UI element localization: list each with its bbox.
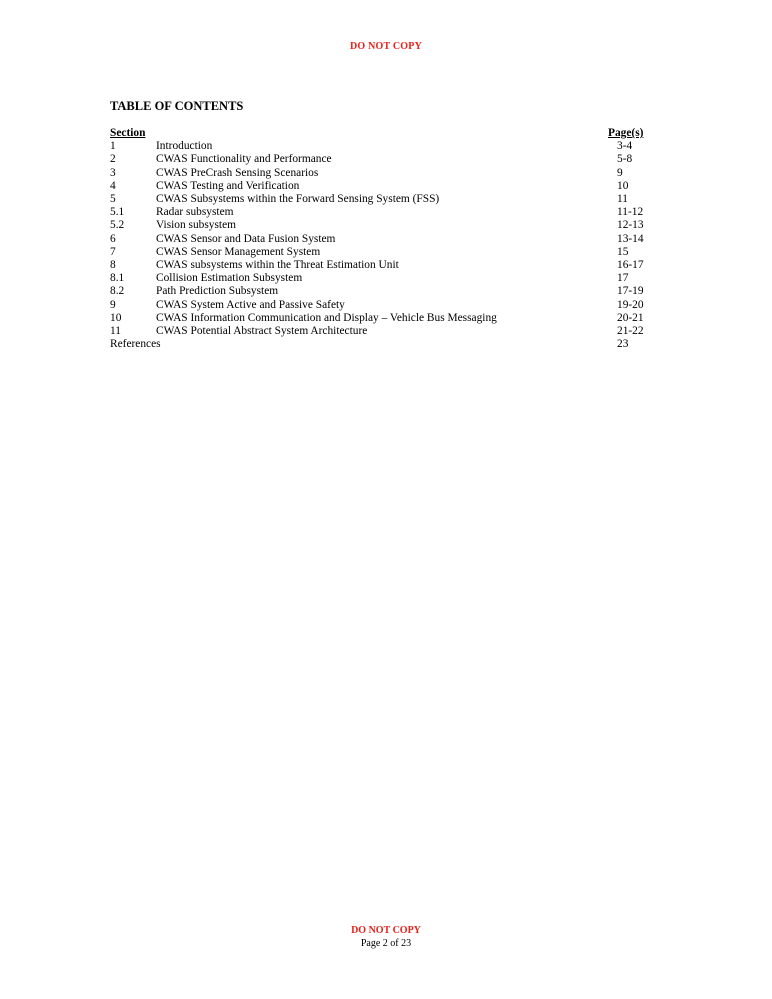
toc-row <box>110 259 655 272</box>
toc-row <box>110 167 655 180</box>
toc-row <box>110 233 655 246</box>
toc-row-pages: 17 <box>617 272 629 285</box>
toc-row-title: CWAS Sensor Management System <box>156 245 321 258</box>
toc-row <box>110 285 655 298</box>
header-watermark: DO NOT COPY <box>349 41 423 52</box>
toc-row-number: 9 <box>110 298 116 311</box>
toc-header-row <box>110 127 655 140</box>
references-label: References <box>110 338 161 351</box>
toc-row-number: 1 <box>110 140 116 153</box>
toc-row <box>110 246 655 259</box>
footer-watermark: DO NOT COPY <box>351 925 421 936</box>
toc-row <box>110 140 655 153</box>
toc-body <box>110 140 655 351</box>
section-header: Section <box>110 127 146 139</box>
toc-row-pages: 5-8 <box>617 153 633 166</box>
toc-row-number: 7 <box>110 245 116 258</box>
toc-row-number: 8.2 <box>110 285 125 298</box>
toc-row-title: CWAS Testing and Verification <box>156 179 300 192</box>
toc-row-pages: 17-19 <box>617 285 644 298</box>
references-pages: 23 <box>617 338 629 351</box>
toc-row-number: 6 <box>110 232 116 245</box>
toc-row-number: 5.1 <box>110 206 125 219</box>
toc-row <box>110 325 655 338</box>
toc-row-number: 5 <box>110 193 116 206</box>
toc-row-pages: 11-12 <box>617 206 644 219</box>
toc-row-title: Collision Estimation Subsystem <box>156 272 303 285</box>
toc-row <box>110 180 655 193</box>
pages-header: Page(s) <box>608 127 644 139</box>
toc-row-title: Path Prediction Subsystem <box>156 285 279 298</box>
toc-row-title: CWAS System Active and Passive Safety <box>156 298 345 311</box>
toc-row-pages: 16-17 <box>617 259 644 272</box>
toc-row <box>110 219 655 232</box>
toc-row-title: CWAS Sensor and Data Fusion System <box>156 232 336 245</box>
toc-row-title: CWAS Functionality and Performance <box>156 153 332 166</box>
page-number: Page 2 of 23 <box>360 938 412 949</box>
toc-row-title: Introduction <box>156 140 213 153</box>
toc-row-pages: 10 <box>617 179 629 192</box>
toc-row-pages: 12-13 <box>617 219 644 232</box>
toc-row-pages: 15 <box>617 245 629 258</box>
toc-table <box>110 127 655 351</box>
toc-row-pages: 13-14 <box>617 232 644 245</box>
toc-row-pages: 20-21 <box>617 311 644 324</box>
toc-row-title: CWAS Information Communication and Display – Vehicle Bus Messaging <box>156 311 497 324</box>
toc-row-title: Radar subsystem <box>156 206 234 219</box>
toc-row-pages: 9 <box>617 166 623 179</box>
toc-title: TABLE OF CONTENTS <box>110 99 244 113</box>
toc-row-title: CWAS Potential Abstract System Architecture <box>156 325 368 338</box>
toc-row-number: 3 <box>110 166 116 179</box>
toc-row-title: CWAS Subsystems within the Forward Sensing System (FSS) <box>156 193 440 206</box>
toc-row-title: CWAS PreCrash Sensing Scenarios <box>156 166 319 179</box>
toc-row-pages: 3-4 <box>617 140 633 153</box>
toc-row-pages: 21-22 <box>617 325 644 338</box>
toc-row-number: 5.2 <box>110 219 125 232</box>
toc-row-pages: 11 <box>617 193 628 206</box>
toc-row <box>110 193 655 206</box>
toc-row <box>110 312 655 325</box>
toc-row-number: 4 <box>110 179 116 192</box>
toc-row-number: 2 <box>110 153 116 166</box>
toc-row <box>110 299 655 312</box>
toc-row-number: 11 <box>110 325 121 338</box>
toc-row-title: Vision subsystem <box>156 219 237 232</box>
toc-references-row <box>110 338 655 351</box>
toc-row <box>110 272 655 285</box>
toc-row <box>110 153 655 166</box>
toc-row-number: 8 <box>110 259 116 272</box>
toc-row-title: CWAS subsystems within the Threat Estimation Unit <box>156 259 399 272</box>
toc-row-number: 10 <box>110 311 122 324</box>
toc-row-number: 8.1 <box>110 272 125 285</box>
toc-row <box>110 206 655 219</box>
toc-row-pages: 19-20 <box>617 298 644 311</box>
